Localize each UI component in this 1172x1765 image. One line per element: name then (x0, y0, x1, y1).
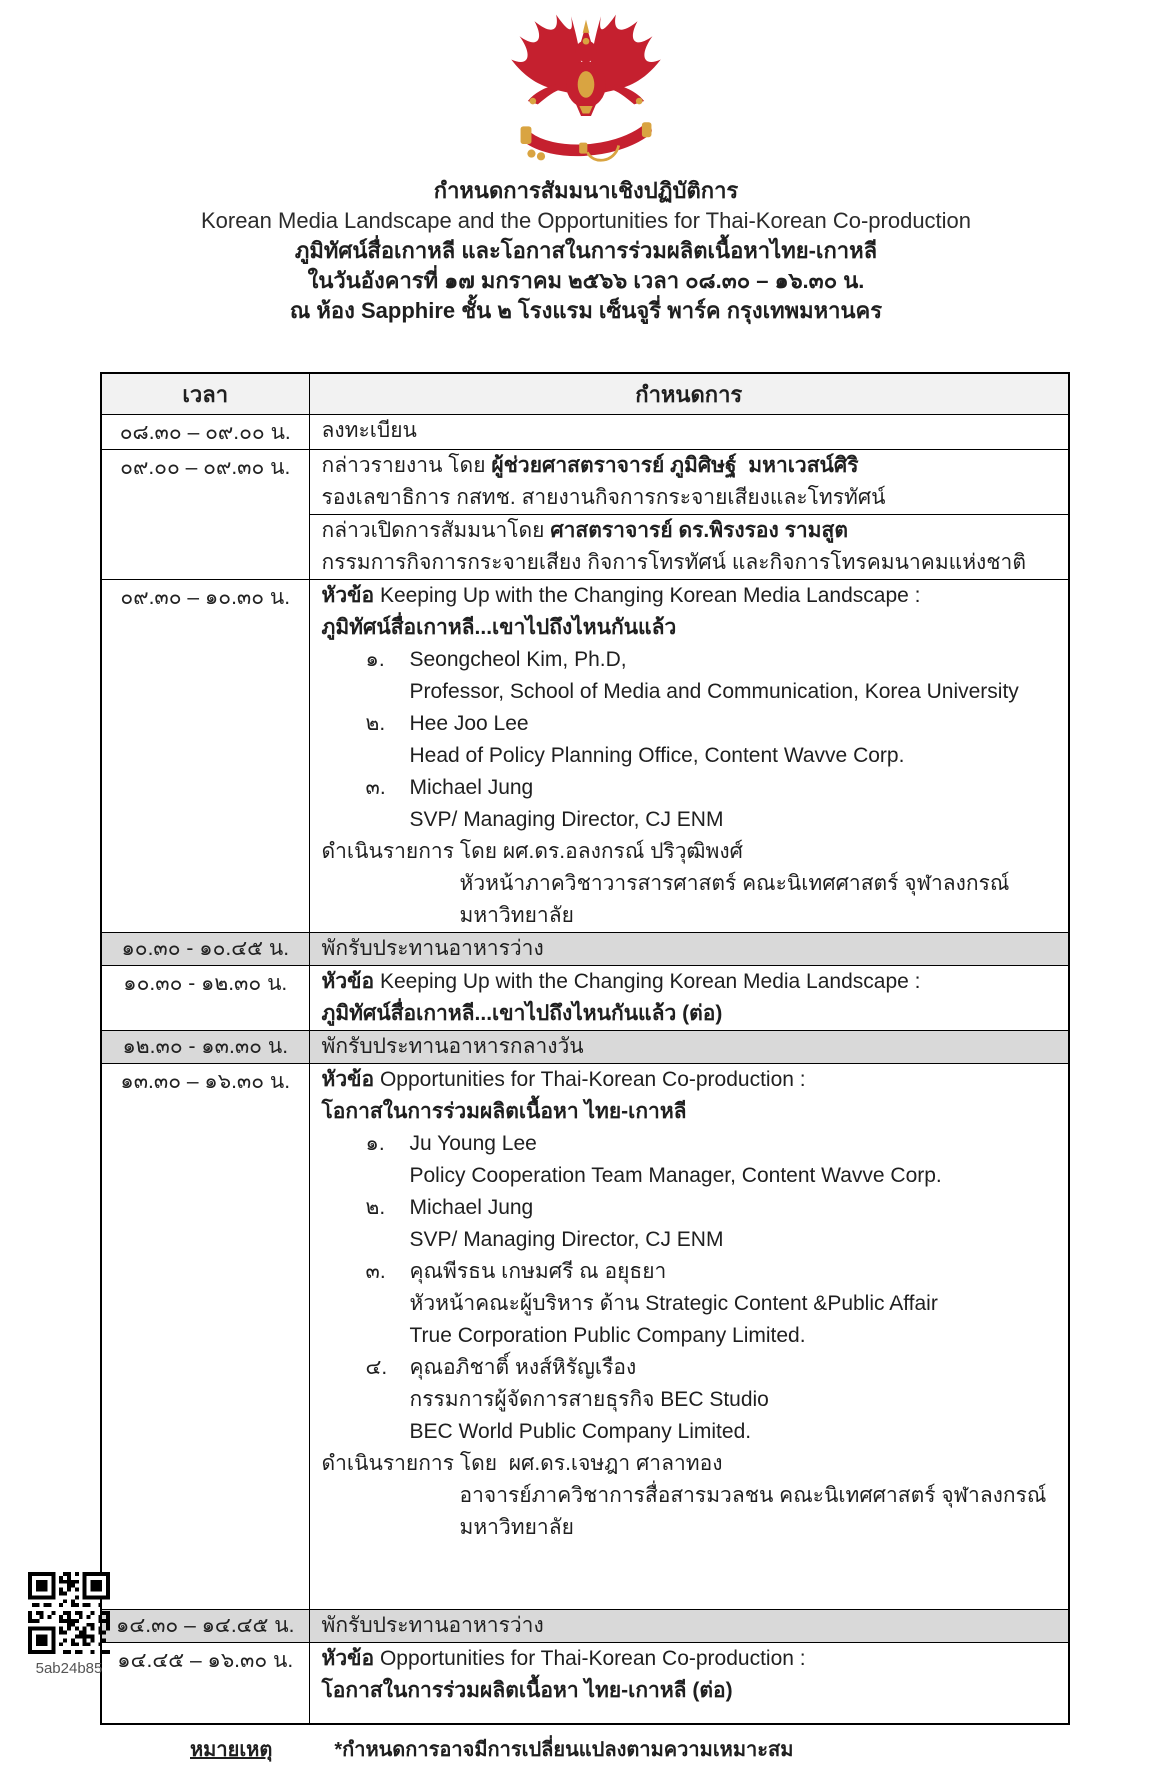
agenda-row (101, 450, 1069, 580)
table-header-row (101, 373, 1069, 415)
agenda-line: หัวหน้าคณะผู้บริหาร ด้าน Strategic Content &Public Affair (409, 1292, 938, 1315)
agenda-row (101, 580, 1069, 933)
agenda-line: ๓. คุณพีรธน เกษมศรี ณ อยุธยา (310, 1256, 1069, 1288)
list-number: ๔. (365, 1356, 388, 1379)
qr-code-icon (28, 1572, 110, 1654)
agenda-table (100, 372, 1070, 1725)
title-english: Korean Media Landscape and the Opportunities for Thai-Korean Co-production (200, 208, 972, 233)
time-cell: ๐๙.๓๐ – ๑๐.๓๐ น. (101, 580, 309, 933)
agenda-line: ภูมิทัศน์สื่อเกาหลี...เขาไปถึงไหนกันแล้ว (ต่อ) (321, 1002, 723, 1025)
garuda-emblem-icon (486, 8, 686, 116)
time-cell: ๑๒.๓๐ - ๑๓.๓๐ น. (101, 1031, 309, 1064)
agenda-cell (309, 1643, 1069, 1725)
agenda-cell (309, 1064, 1069, 1610)
note-text: *กำหนดการอาจมีการเปลี่ยนแปลงตามความเหมาะสม (334, 1739, 794, 1761)
time-cell: ๐๘.๓๐ – ๐๙.๐๐ น. (101, 415, 309, 450)
agenda-block (310, 966, 1069, 1030)
agenda-line: ๒. Hee Joo Lee (310, 708, 1069, 740)
agenda-block (310, 514, 1069, 579)
time-cell: ๐๙.๐๐ – ๐๙.๓๐ น. (101, 450, 309, 580)
horn-emblem-icon (511, 118, 661, 166)
agenda-row (101, 415, 1069, 450)
agenda-line: ลงทะเบียน (321, 419, 417, 442)
agenda-cell (309, 415, 1069, 450)
qr-block (26, 1572, 112, 1677)
time-cell: ๑๓.๓๐ – ๑๖.๓๐ น. (101, 1064, 309, 1610)
time-column-header: เวลา (101, 373, 309, 415)
agenda-line: BEC World Public Company Limited. (409, 1420, 752, 1443)
agenda-line: หัวข้อ Opportunities for Thai-Korean Co-production : (321, 1647, 806, 1670)
agenda-cell (309, 1610, 1069, 1643)
agenda-line: Policy Cooperation Team Manager, Content Wavve Corp. (409, 1164, 942, 1187)
agenda-line: ภูมิทัศน์สื่อเกาหลี...เขาไปถึงไหนกันแล้ว (321, 616, 677, 639)
agenda-line: ดำเนินรายการ โดย ผศ.ดร.เจษฎา ศาลาทอง (321, 1452, 723, 1475)
agenda-line: พักรับประทานอาหารกลางวัน (321, 1035, 584, 1058)
list-number: ๑. (365, 1132, 385, 1155)
agenda-row (101, 1643, 1069, 1725)
list-number: ๒. (365, 712, 386, 735)
agenda-block (310, 933, 1069, 965)
agenda-line: หัวข้อ Opportunities for Thai-Korean Co-production : (321, 1068, 806, 1091)
agenda-line: Head of Policy Planning Office, Content Wavve Corp. (409, 744, 905, 767)
agenda-line: ๑. Ju Young Lee (310, 1128, 1069, 1160)
date-line: ในวันอังคารที่ ๑๗ มกราคม ๒๕๖๖ เวลา ๐๘.๓๐ – ๑๖.๓๐ น. (307, 268, 865, 293)
agenda-cell (309, 966, 1069, 1031)
list-number: ๓. (365, 776, 386, 799)
note-label: หมายเหตุ (190, 1739, 273, 1761)
agenda-line: โอกาสในการร่วมผลิตเนื้อหา ไทย-เกาหลี (321, 1100, 687, 1123)
agenda-column-header: กำหนดการ (309, 373, 1069, 415)
time-cell: ๑๐.๓๐ - ๑๐.๔๕ น. (101, 933, 309, 966)
agenda-line: อาจารย์ภาควิชาการสื่อสารมวลชน คณะนิเทศศาสตร์ จุฬาลงกรณ์มหาวิทยาลัย (459, 1484, 1047, 1539)
agenda-cell (309, 450, 1069, 580)
list-number: ๓. (365, 1260, 386, 1283)
agenda-line: True Corporation Public Company Limited. (409, 1324, 806, 1347)
agenda-row (101, 1064, 1069, 1610)
agenda-block (310, 1031, 1069, 1063)
break-row (101, 1031, 1069, 1064)
venue-line: ณ ห้อง Sapphire ชั้น ๒ โรงแรม เซ็นจูรี่ พาร์ค กรุงเทพมหานคร (289, 298, 883, 323)
agenda-line: SVP/ Managing Director, CJ ENM (409, 1228, 724, 1251)
agenda-line: SVP/ Managing Director, CJ ENM (409, 808, 724, 831)
agenda-line: ๒. Michael Jung (310, 1192, 1069, 1224)
agenda-line: หัวหน้าภาควิชาวารสารศาสตร์ คณะนิเทศศาสตร์ จุฬาลงกรณ์มหาวิทยาลัย (459, 872, 1010, 927)
agenda-block (310, 1064, 1069, 1544)
agenda-block (310, 1610, 1069, 1642)
agenda-table-body (101, 415, 1069, 1725)
agenda-line: โอกาสในการร่วมผลิตเนื้อหา ไทย-เกาหลี (ต่อ) (321, 1679, 733, 1702)
agenda-line: ๔. คุณอภิชาติ์ หงส์หิรัญเรือง (310, 1352, 1069, 1384)
agenda-line: กล่าวเปิดการสัมมนาโดย ศาสตราจารย์ ดร.พิรงรอง รามสูต (321, 519, 848, 542)
agenda-line: Professor, School of Media and Communication, Korea University (409, 680, 1019, 703)
agenda-block (310, 1643, 1069, 1707)
agenda-row (101, 966, 1069, 1031)
time-cell: ๑๔.๔๕ – ๑๖.๓๐ น. (101, 1643, 309, 1725)
footer-note (100, 1733, 1070, 1765)
agenda-line: ดำเนินรายการ โดย ผศ.ดร.อลงกรณ์ ปริวุฒิพงศ์ (321, 840, 743, 863)
break-row (101, 933, 1069, 966)
time-cell: ๑๐.๓๐ - ๑๒.๓๐ น. (101, 966, 309, 1031)
list-number: ๒. (365, 1196, 386, 1219)
agenda-line: กรรมการกิจการกระจายเสียง กิจการโทรทัศน์ และกิจการโทรคมนาคมแห่งชาติ (321, 551, 1026, 574)
agenda-cell (309, 580, 1069, 933)
agenda-line: หัวข้อ Keeping Up with the Changing Korean Media Landscape : (321, 584, 921, 607)
agenda-line: กล่าวรายงาน โดย ผู้ช่วยศาสตราจารย์ ภูมิศิษฐ์ มหาเวสน์ศิริ (321, 454, 859, 477)
subtitle-thai: ภูมิทัศน์สื่อเกาหลี และโอกาสในการร่วมผลิตเนื้อหาไทย-เกาหลี (294, 238, 878, 263)
agenda-line: หัวข้อ Keeping Up with the Changing Korean Media Landscape : (321, 970, 921, 993)
agenda-line: พักรับประทานอาหารว่าง (321, 937, 544, 960)
agenda-line: ๑. Seongcheol Kim, Ph.D, (310, 644, 1069, 676)
time-cell: ๑๔.๓๐ – ๑๔.๔๕ น. (101, 1610, 309, 1643)
agenda-line: กรรมการผู้จัดการสายธุรกิจ BEC Studio (409, 1388, 769, 1411)
break-row (101, 1610, 1069, 1643)
list-number: ๑. (365, 648, 385, 671)
agenda-block (310, 415, 1069, 447)
agenda-line: พักรับประทานอาหารว่าง (321, 1614, 544, 1637)
document-header (0, 176, 1172, 326)
agenda-block (310, 450, 1069, 514)
emblem-area (0, 0, 1172, 166)
qr-caption: 5ab24b85 (35, 1660, 103, 1677)
agenda-cell (309, 1031, 1069, 1064)
agenda-block (310, 580, 1069, 932)
agenda-cell (309, 933, 1069, 966)
agenda-line: รองเลขาธิการ กสทช. สายงานกิจการกระจายเสียงและโทรทัศน์ (321, 486, 886, 509)
agenda-line: ๓. Michael Jung (310, 772, 1069, 804)
title-thai: กำหนดการสัมมนาเชิงปฏิบัติการ (433, 178, 739, 203)
